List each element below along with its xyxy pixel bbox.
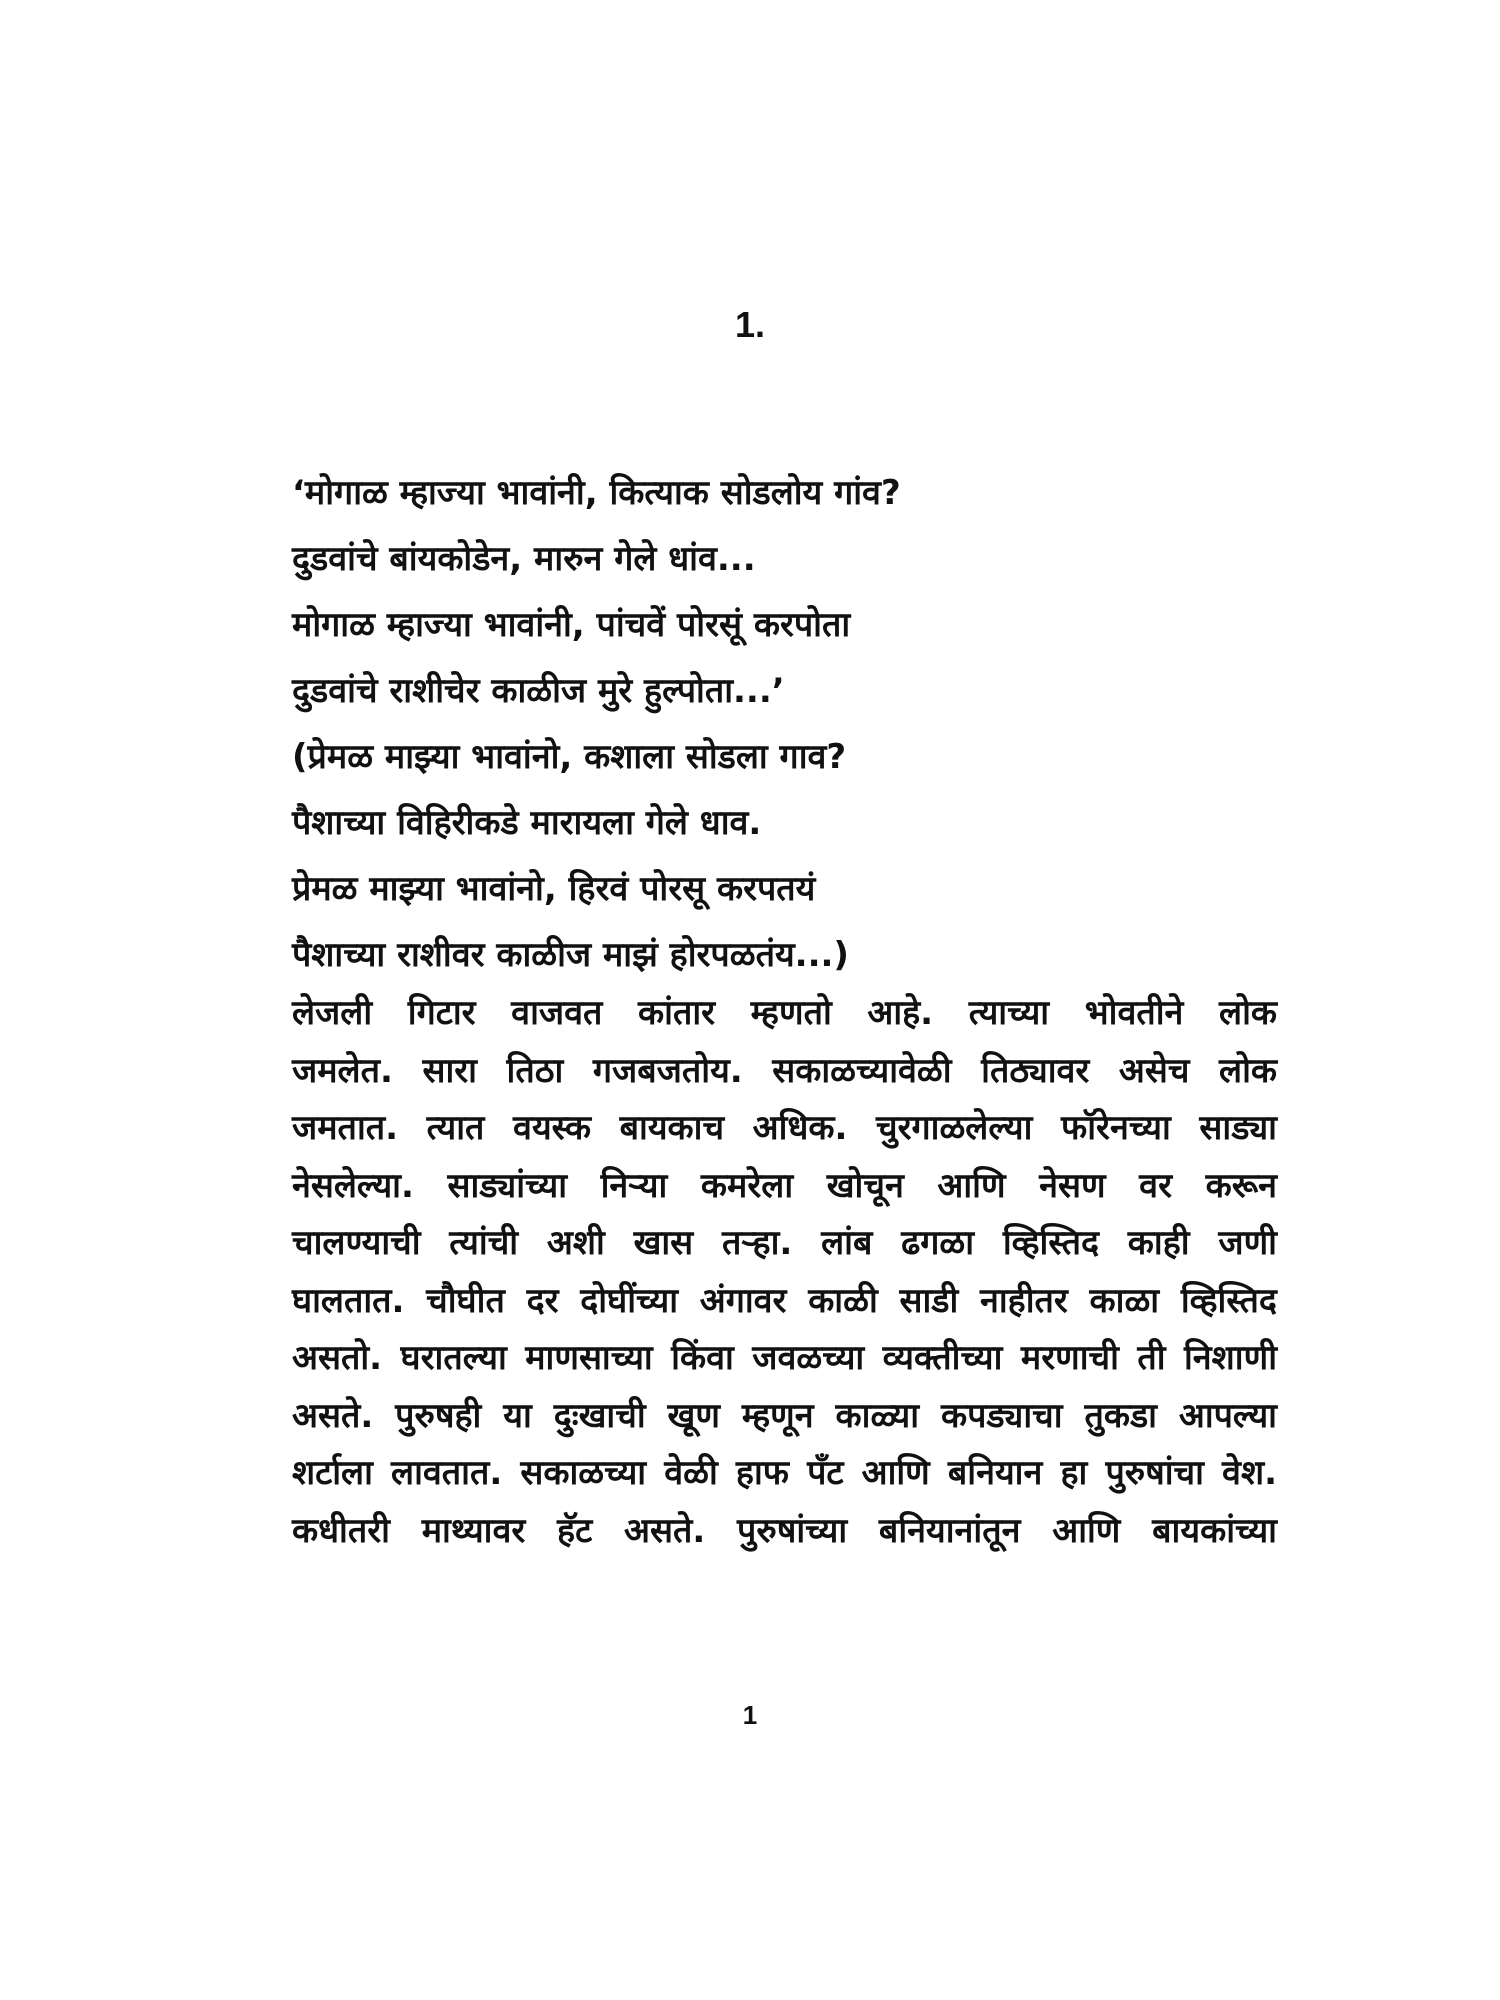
verse-line: पैशाच्या राशीवर काळीज माझं होरपळतंय...) [292,935,849,975]
prose-line: असतो. घरातल्या माणसाच्या किंवा जवळच्या व्यक्तीच्या मरणाची ती निशाणी [292,1338,1277,1378]
prose-line: शर्टाला लावतात. सकाळच्या वेळी हाफ पँट आणि बनियान हा पुरुषांचा वेश. [292,1453,1277,1493]
verse-block [292,460,1292,988]
verse-line: दुडवांचे राशीचेर काळीज मुरे हुल्पोता...’ [292,671,785,711]
prose-line: घालतात. चौघीत दर दोघींच्या अंगावर काळी साडी नाहीतर काळा व्हिस्तिद [292,1280,1277,1321]
prose-line: नेसलेल्या. साड्यांच्या निऱ्या कमरेला खोचून आणि नेसण वर करून [292,1165,1277,1206]
prose-line: कधीतरी माथ्यावर हॅट असते. पुरुषांच्या बनियानांतून आणि बायकांच्या [292,1510,1277,1551]
verse-line: (प्रेमळ माझ्या भावांनो, कशाला सोडला गाव? [292,737,847,777]
prose-line: जमलेत. सारा तिठा गजबजतोय. सकाळच्यावेळी तिठ्यावर असेच लोक [292,1050,1277,1091]
prose-line: चालण्याची त्यांची अशी खास तऱ्हा. लांब ढगळा व्हिस्तिद काही जणी [292,1223,1277,1263]
prose-line: लेजली गिटार वाजवत कांतार म्हणतो आहे. त्याच्या भोवतीने लोक [292,993,1277,1033]
prose-paragraph [292,985,1277,1560]
prose-line: असते. पुरुषही या दुःखाची खूण म्हणून काळ्या कपड्याचा तुकडा आपल्या [292,1395,1277,1436]
page-number: 1 [742,1700,758,1730]
verse-line: मोगाळ म्हाज्या भावांनी, पांचवें पोरसूं करपोता [292,605,851,645]
prose-line: जमतात. त्यात वयस्क बायकाच अधिक. चुरगाळलेल्या फॉरेनच्या साड्या [292,1108,1277,1148]
verse-line: पैशाच्या विहिरीकडे मारायला गेले धाव. [292,803,762,843]
verse-line: प्रेमळ माझ्या भावांनो, हिरवं पोरसू करपतयं [292,869,816,909]
verse-line: ‘मोगाळ म्हाज्या भावांनी, कित्याक सोडलोय गांव? [292,473,901,513]
verse-line: दुडवांचे बांयकोडेन, मारुन गेले धांव... [292,539,756,579]
chapter-number: 1. [734,304,766,345]
